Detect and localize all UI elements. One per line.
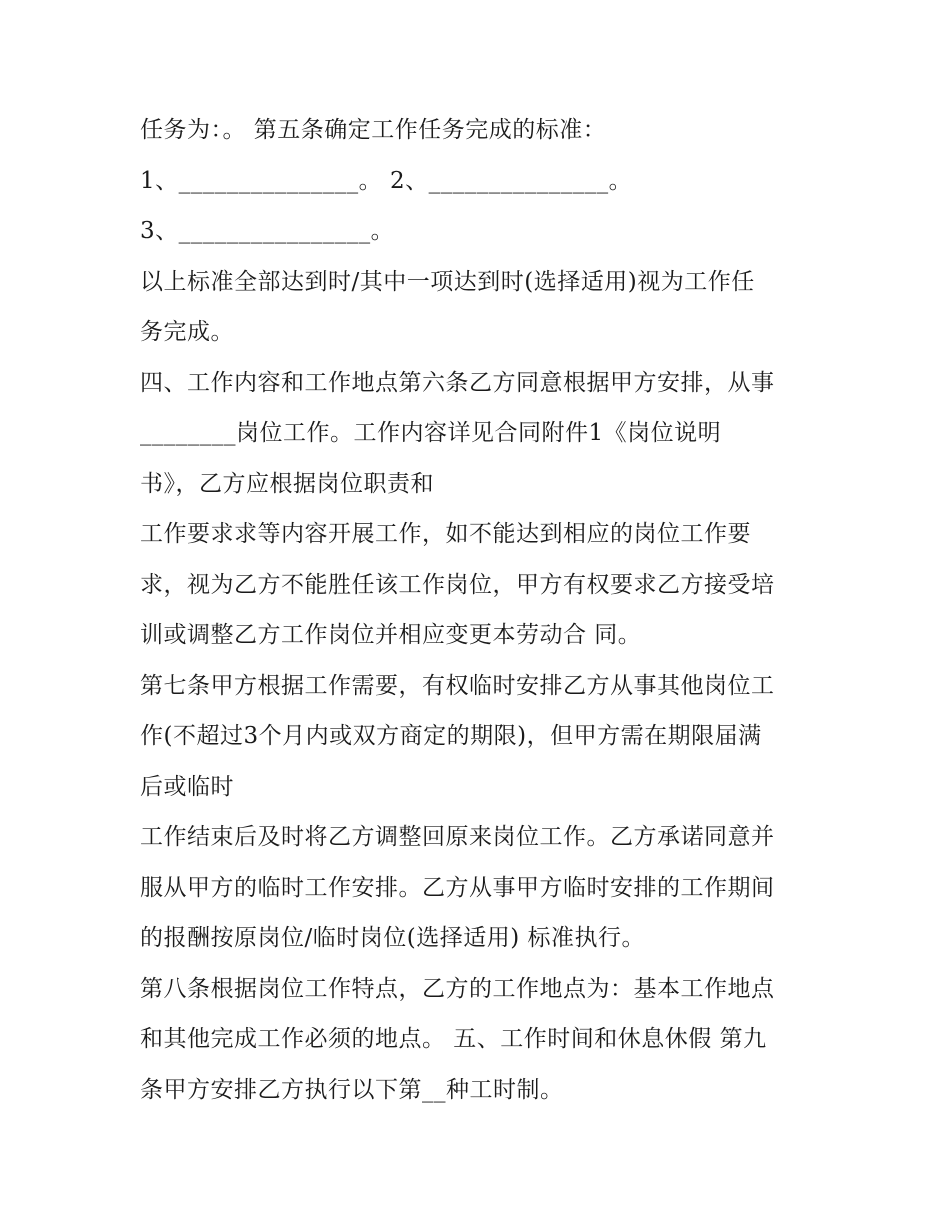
text-line: 服从甲方的临时工作安排。乙方从事甲方临时安排的工作期间 <box>140 875 775 901</box>
text-line: 四、工作内容和工作地点第六条乙方同意根据甲方安排，从事 <box>140 370 775 396</box>
text-line: 训或调整乙方工作岗位并相应变更本劳动合 同。 <box>140 622 642 648</box>
text-line: 任务为：。 第五条确定工作任务完成的标准： <box>140 117 607 143</box>
text-line: 以上标准全部达到时/其中一项达到时(选择适用)视为工作任 <box>140 269 755 295</box>
text-line: 作(不超过3个月内或双方商定的期限)，但甲方需在期限届满 <box>140 723 762 749</box>
text-line: 务完成。 <box>140 319 234 345</box>
text-line: 工作要求求等内容开展工作，如不能达到相应的岗位工作要 <box>140 521 751 547</box>
text-line: 3、________________。 <box>140 218 395 244</box>
text-line: ________岗位工作。工作内容详见合同附件1《岗位说明 <box>140 420 722 446</box>
text-line: 后或临时 <box>140 774 234 800</box>
text-line: 书》，乙方应根据岗位职责和 <box>140 471 434 497</box>
text-line: 条甲方安排乙方执行以下第__种工时制。 <box>140 1077 564 1103</box>
text-line: 第八条根据岗位工作特点，乙方的工作地点为：基本工作地点 <box>140 976 775 1002</box>
text-line: 第七条甲方根据工作需要，有权临时安排乙方从事其他岗位工 <box>140 673 775 699</box>
text-line: 求，视为乙方不能胜任该工作岗位，甲方有权要求乙方接受培 <box>140 572 775 598</box>
text-line: 和其他完成工作必须的地点。 五、工作时间和休息休假 第九 <box>140 1026 767 1052</box>
text-line: 1、_______________。 2、_______________。 <box>140 168 633 194</box>
text-line: 工作结束后及时将乙方调整回原来岗位工作。乙方承诺同意并 <box>140 824 775 850</box>
text-line: 的报酬按原岗位/临时岗位(选择适用) 标准执行。 <box>140 925 646 951</box>
